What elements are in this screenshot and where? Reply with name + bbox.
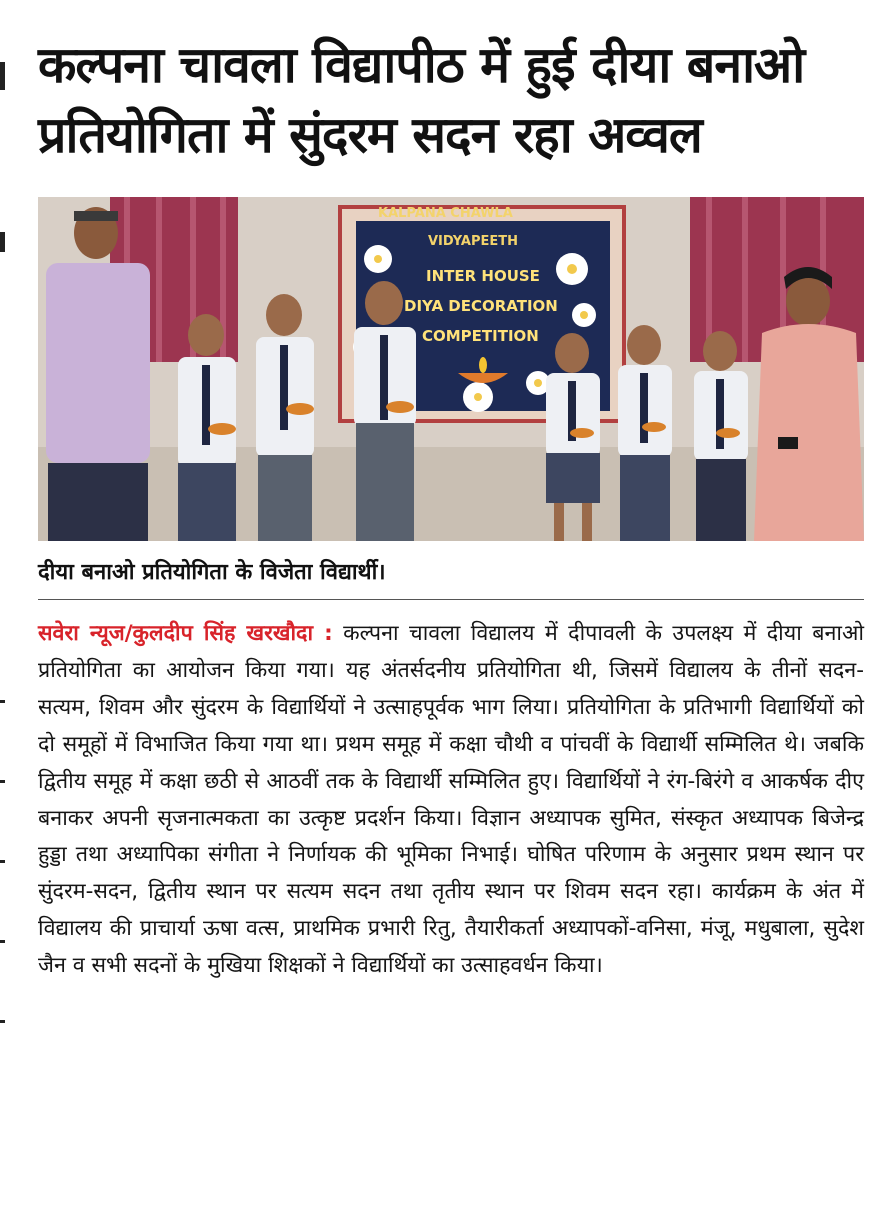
banner-line-3: INTER HOUSE [426,267,540,285]
headline: कल्पना चावला विद्यापीठ में हुई दीया बनाओ प्रतियोगिता में सुंदरम सदन रहा अव्वल [38,36,805,164]
article-body [38,616,864,985]
photo-caption: दीया बनाओ प्रतियोगिता के विजेता विद्यार्थी। [38,560,386,585]
banner-line-2: VIDYAPEETH [428,234,519,249]
news-photo [38,197,864,541]
banner-line-1: KALPANA CHAWLA [378,206,513,221]
article-byline: सवेरा न्यूज/कुलदीप सिंह खरखौदा : [38,621,333,646]
caption-divider [38,599,864,600]
page-edge-marks [0,0,10,1228]
banner-line-5: COMPETITION [422,327,539,345]
banner-line-4: DIYA DECORATION [404,297,558,315]
article-text: कल्पना चावला विद्यालय में दीपावली के उपलक्ष्य में दीया बनाओ प्रतियोगिता का आयोजन किया गया। यह अंतर्सदनीय प्रतियोगिता थी, जिसमें विद्यालय के तीनों सदन- सत्यम, शिवम और सुंदरम के विद्यार्थियों ने उत्साहपूर्वक भाग लिया। प्रतियोगिता के प्रतिभागी विद्यार्थियों को दो समूहों में विभाजित किया गया था। प्रथम समूह में कक्षा चौथी व पांचवीं के विद्यार्थी सम्मिलित थे। जबकि द्वितीय समूह में कक्षा छठी से आठवीं तक के विद्यार्थी सम्मिलित हुए। विद्यार्थियों ने रंग-बिरंगे व आकर्षक दीए बनाकर अपनी सृजनात्मकता का उत्कृष्ट प्रदर्शन किया। विज्ञान अध्यापक सुमित, संस्कृत अध्यापक बिजेन्द्र हुड्डा तथा अध्यापिका संगीता ने निर्णायक की भूमिका निभाई। घोषित परिणाम के अनुसार प्रथम स्थान पर सुंदरम-सदन, द्वितीय स्थान पर सत्यम सदन तथा तृतीय स्थान पर शिवम सदन रहा। कार्यक्रम के अंत में विद्यालय की प्राचार्या ऊषा वत्स, प्राथमिक प्रभारी रितु, तैयारीकर्ता अध्यापकों-वनिसा, मंजू, मधुबाला, सुदेश जैन व सभी सदनों के मुखिया शिक्षकों ने विद्यार्थियों का उत्साहवर्धन किया। [38,621,864,979]
